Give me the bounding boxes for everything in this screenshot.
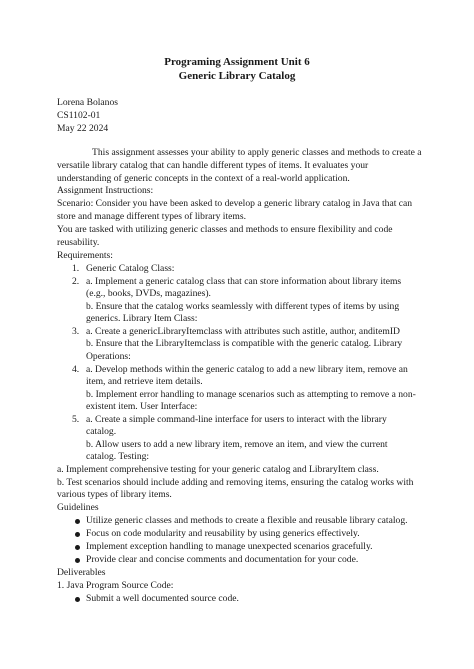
document-title: Programing Assignment Unit 6 (164, 56, 310, 68)
requirement-line: (e.g., books, DVDs, magazines). (86, 288, 211, 299)
instructions-heading: Assignment Instructions: (57, 185, 154, 196)
guideline-item: Provide clear and concise comments and documentation for your code. (86, 554, 359, 565)
requirement-line: generics. Library Item Class: (86, 313, 198, 324)
submission-date: May 22 2024 (57, 123, 109, 134)
requirement-line: catalog. Testing: (86, 451, 150, 462)
guideline-item: Utilize generic classes and methods to create a flexible and reusable library catalog. (86, 515, 408, 526)
bullet-icon (75, 545, 80, 550)
requirement-line: b. Ensure that the LibraryItemclass is compatible with the generic catalog. Library (86, 338, 403, 349)
guideline-item: Focus on code modularity and reusability by using generics effectively. (86, 528, 360, 539)
guideline-item: Implement exception handling to manage unexpected scenarios gracefully. (86, 541, 373, 552)
bullet-icon (75, 519, 80, 524)
scenario-line: store and manage different types of library items. (57, 211, 246, 222)
requirement-line: a. Develop methods within the generic catalog to add a new library item, remove an (86, 364, 408, 375)
requirement-number: 3. (72, 326, 80, 337)
intro-line: versatile library catalog that can handle different types of items. It evaluates your (57, 160, 369, 171)
course-code: CS1102-01 (57, 110, 101, 121)
bullet-icon (75, 597, 80, 602)
intro-line: This assignment assesses your ability to apply generic classes and methods to create a (92, 147, 422, 158)
testing-line: b. Test scenarios should include adding and removing items, ensuring the catalog works with (57, 477, 414, 488)
requirement-number: 2. (72, 276, 80, 287)
task-line: You are tasked with utilizing generic classes and methods to ensure flexibility and code (57, 224, 393, 235)
document-subtitle: Generic Library Catalog (178, 70, 296, 82)
requirements-heading: Requirements: (57, 250, 113, 261)
requirement-number: 1. (72, 263, 80, 274)
testing-line: various types of library items. (57, 489, 172, 500)
requirement-line: Operations: (86, 351, 131, 362)
requirement-line: Generic Catalog Class: (86, 263, 175, 274)
requirement-line: b. Allow users to add a new library item, remove an item, and view the current (86, 439, 388, 450)
requirement-line: b. Ensure that the catalog works seamlessly with different types of items by using (86, 301, 400, 312)
requirement-line: a. Create a genericLibraryItemclass with attributes such astitle, author, anditemID (86, 326, 400, 337)
bullet-icon (75, 532, 80, 537)
bullet-icon (75, 558, 80, 563)
author-name: Lorena Bolanos (57, 97, 119, 108)
requirement-line: item, and retrieve item details. (86, 376, 203, 387)
requirement-line: catalog. (86, 426, 117, 437)
testing-line: a. Implement comprehensive testing for your generic catalog and LibraryItem class. (57, 464, 379, 475)
deliverable-bullet: Submit a well documented source code. (86, 593, 239, 604)
task-line: reusability. (57, 237, 100, 248)
requirement-number: 5. (72, 414, 80, 425)
requirement-line: a. Create a simple command-line interface for users to interact with the library (86, 414, 387, 425)
requirement-line: a. Implement a generic catalog class that can store information about library items (86, 276, 402, 287)
deliverable-item: 1. Java Program Source Code: (57, 580, 174, 591)
intro-line: understanding of generic concepts in the context of a real-world application. (57, 173, 350, 184)
requirement-line: b. Implement error handling to manage scenarios such as attempting to remove a non- (86, 389, 416, 400)
guidelines-heading: Guidelines (57, 502, 99, 513)
requirement-number: 4. (72, 364, 80, 375)
requirement-line: existent item. User Interface: (86, 401, 198, 412)
deliverables-heading: Deliverables (57, 567, 106, 578)
scenario-line: Scenario: Consider you have been asked to develop a generic library catalog in Java that can (57, 198, 413, 209)
